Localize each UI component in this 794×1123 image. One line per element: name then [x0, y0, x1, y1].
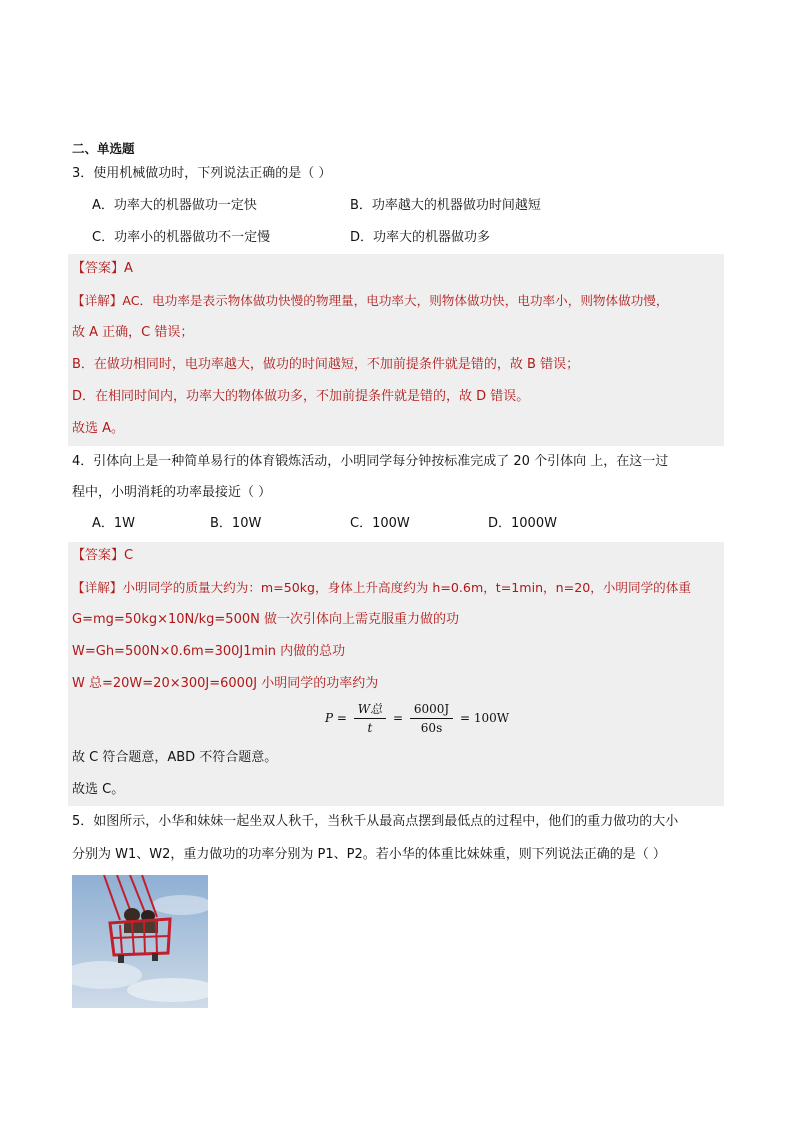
q4-detail-line3: W=Gh=500N×0.6m=300J1min 内做的总功 — [72, 644, 346, 659]
q3-answer: 【答案】A — [72, 261, 133, 276]
q4-option-b: B．10W — [210, 516, 262, 531]
formula-frac1-numerator: W总 — [354, 700, 386, 719]
q3-detail-line1: 【详解】AC．电功率是表示物体做功快慢的物理量，电功率大，则物体做功快，电功率小，则物体做功慢， — [72, 293, 669, 308]
power-formula — [325, 700, 509, 744]
formula-equals: = — [392, 711, 404, 725]
formula-frac2-numerator: 6000J — [410, 700, 453, 719]
q3-option-b: B．功率越大的机器做功时间越短 — [350, 198, 541, 213]
q3-solution-block — [68, 254, 724, 446]
formula-frac2-denominator: 60s — [420, 721, 443, 735]
swing-photo — [72, 875, 208, 1008]
q3-option-a: A．功率大的机器做功一定快 — [92, 198, 257, 213]
q3-option-c: C．功率小的机器做功不一定慢 — [92, 230, 271, 245]
section-title: 二、单选题 — [72, 141, 135, 156]
formula-fraction-2 — [410, 700, 453, 737]
formula-frac1-denominator: t — [367, 721, 373, 735]
q3-detail-line4: D．在相同时间内，功率大的物体做功多，不加前提条件就是错的，故 D 错误。 — [72, 389, 530, 404]
q3-detail-line3: B．在做功相同时，电功率越大，做功的时间越短，不加前提条件就是错的，故 B 错误； — [72, 357, 580, 372]
q4-after-formula: 故 C 符合题意，ABD 不符合题意。 — [72, 750, 278, 765]
q4-option-c: C．100W — [350, 516, 410, 531]
q3-detail-line2: 故 A 正确，C 错误； — [72, 325, 194, 340]
q3-conclusion: 故选 A。 — [72, 421, 125, 436]
q4-detail-line4: W 总=20W=20×300J=6000J 小明同学的功率约为 — [72, 676, 379, 691]
q4-option-a: A．1W — [92, 516, 136, 531]
q5-stem-line2: 分别为 W1、W2，重力做功的功率分别为 P1、P2。若小华的体重比妹妹重，则下列说法正确的是（ ） — [72, 847, 666, 862]
formula-fraction-1 — [354, 700, 386, 737]
q3-option-d: D．功率大的机器做功多 — [350, 230, 491, 245]
q4-detail-line2: G=mg=50kg×10N/kg=500N 做一次引体向上需克服重力做的功 — [72, 612, 459, 627]
q4-detail-line1: 【详解】小明同学的质量大约为：m=50kg，身体上升高度约为 h=0.6m，t=1min，n=20，小明同学的体重 — [72, 580, 691, 595]
formula-rhs: = 100W — [460, 711, 510, 725]
q4-option-d: D．1000W — [488, 516, 557, 531]
q4-answer: 【答案】C — [72, 548, 134, 563]
formula-lhs: P = — [325, 711, 347, 725]
q4-conclusion: 故选 C。 — [72, 782, 125, 797]
q5-stem-line1: 5．如图所示，小华和妹妹一起坐双人秋千，当秋千从最高点摆到最低点的过程中，他们的重力做功的大小 — [72, 814, 679, 829]
q4-stem-line2: 程中，小明消耗的功率最接近（ ） — [72, 485, 272, 500]
q3-stem: 3．使用机械做功时，下列说法正确的是（ ） — [72, 166, 332, 181]
q4-stem-line1: 4．引体向上是一种简单易行的体育锻炼活动，小明同学每分钟按标准完成了 20 个引体向 上，在这一过 — [72, 454, 669, 469]
